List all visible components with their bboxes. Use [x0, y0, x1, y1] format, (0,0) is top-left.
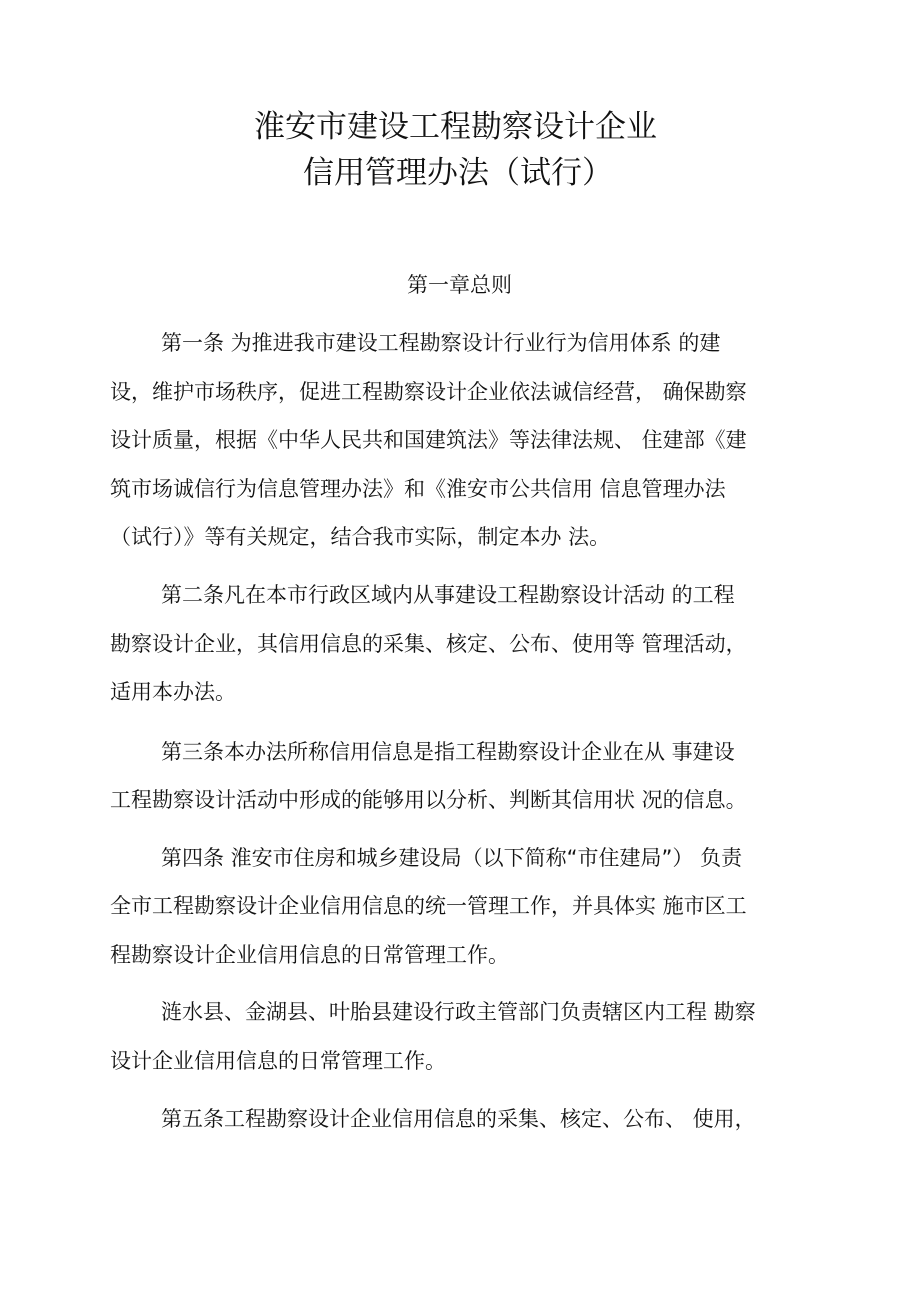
article-1-line: 设，维护市场秩序，促进工程勘察设计企业依法诚信经营， 确保勘察 — [110, 380, 747, 404]
article-4-line: 程勘察设计企业信用信息的日常管理工作。 — [110, 943, 509, 967]
article-4-paragraph-2-line: 涟水县、金湖县、叶胎县建设行政主管部门负责辖区内工程 勘察 — [161, 1000, 756, 1024]
article-4-line: 全市工程勘察设计企业信用信息的统一管理工作，并具体实 施市区工 — [110, 894, 747, 918]
article-5-line: 第五条工程勘察设计企业信用信息的采集、核定、公布、 使用， — [161, 1107, 756, 1131]
article-4-line: 第四条 淮安市住房和城乡建设局（以下简称“市住建局”） 负责 — [161, 846, 743, 870]
article-4-paragraph-2-line: 设计企业信用信息的日常管理工作。 — [110, 1049, 446, 1073]
article-2-line: 勘察设计企业，其信用信息的采集、核定、公布、使用等 管理活动， — [110, 632, 747, 656]
article-3-line: 第三条本办法所称信用信息是指工程勘察设计企业在从 事建设 — [161, 740, 735, 764]
article-2-line: 第二条凡在本市行政区域内从事建设工程勘察设计活动 的工程 — [161, 583, 735, 607]
article-1-line: 筑市场诚信行为信息管理办法》和《淮安市公共信用 信息管理办法 — [110, 477, 726, 501]
article-1-line: 设计质量，根据《中华人民共和国建筑法》等法律法规、 住建部《建 — [110, 428, 747, 452]
chapter-heading: 第一章总则 — [407, 273, 512, 297]
document-title-line-1: 淮安市建设工程勘察设计企业 — [254, 109, 657, 145]
article-3-line: 工程勘察设计活动中形成的能够用以分析、判断其信用状 况的信息。 — [110, 788, 747, 812]
article-1-line: （试行）》等有关规定，结合我市实际，制定本办 法。 — [110, 525, 611, 549]
document-title-line-2: 信用管理办法（试行） — [303, 155, 613, 191]
article-2-line: 适用本办法。 — [110, 680, 236, 704]
article-1-line: 第一条 为推进我市建设工程勘察设计行业行为信用体系 的建 — [161, 331, 721, 355]
